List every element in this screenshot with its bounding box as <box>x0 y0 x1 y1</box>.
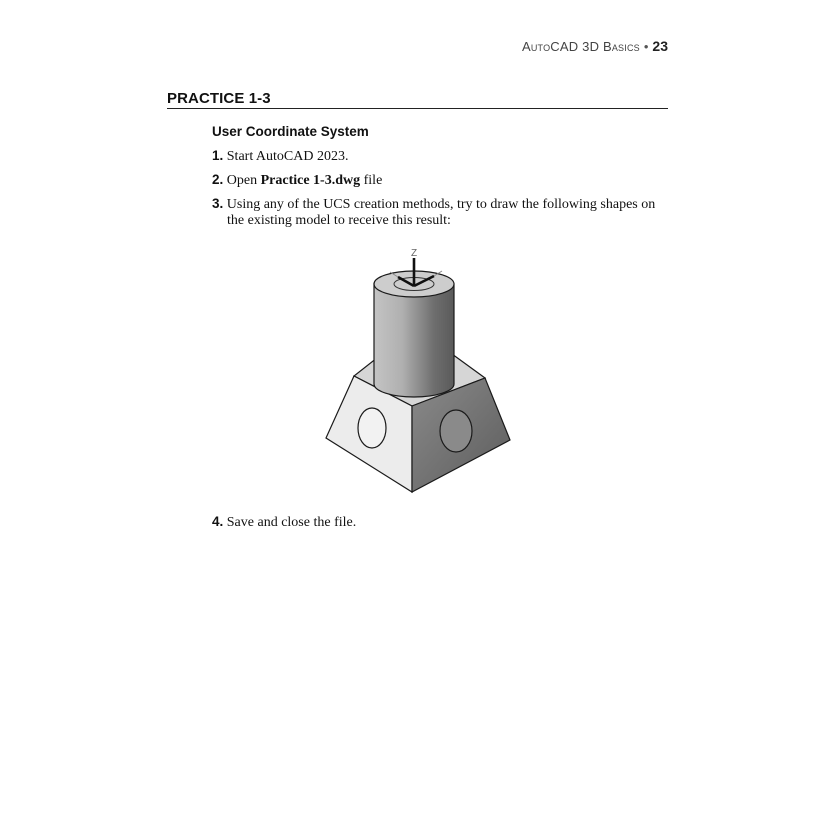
step-2 <box>212 172 672 189</box>
header-bullet: • <box>643 39 649 54</box>
step-3 <box>212 196 672 229</box>
step-number: 1. <box>212 148 224 163</box>
section-title: User Coordinate System <box>212 124 369 139</box>
model-figure <box>320 244 520 496</box>
z-axis-label: Z <box>411 248 418 259</box>
step-text: Save and close the file. <box>226 515 357 530</box>
step-1 <box>212 148 672 165</box>
step-4 <box>212 514 672 531</box>
step-text-line-1: Using any of the UCS creation methods, try to draw the following shapes on <box>226 197 656 212</box>
step-text-line-2: the existing model to receive this result: <box>227 213 451 228</box>
right-hole <box>440 410 472 452</box>
left-hole <box>358 408 386 448</box>
step-text-suffix: file <box>360 173 383 188</box>
book-title: AutoCAD 3D Basics <box>521 39 640 54</box>
step-number: 4. <box>212 514 224 529</box>
cylinder-body <box>374 284 454 397</box>
practice-heading: PRACTICE 1-3 <box>167 90 668 109</box>
step-text: Open <box>226 173 261 188</box>
step-number: 2. <box>212 172 224 187</box>
step-number: 3. <box>212 196 224 211</box>
page-number: 23 <box>652 38 668 54</box>
step-text: Start AutoCAD 2023. <box>226 149 349 164</box>
running-head <box>522 38 668 54</box>
file-name: Practice 1-3.dwg <box>260 173 361 188</box>
